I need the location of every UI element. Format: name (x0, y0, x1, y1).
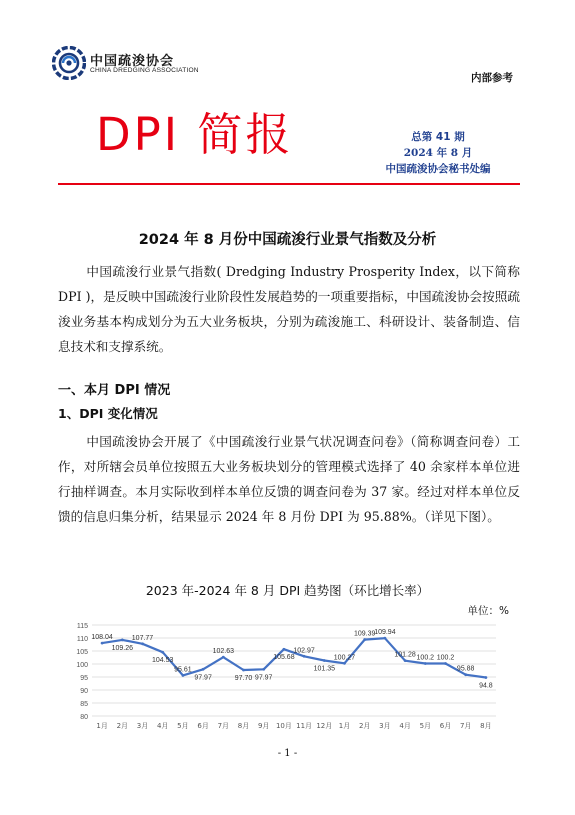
chart-unit: 单位：% (467, 605, 509, 617)
x-tick-label: 4月 (156, 722, 169, 730)
dpi-trend-chart (58, 615, 508, 740)
data-point (222, 656, 225, 659)
issue-number: 总第 41 期 (411, 131, 465, 143)
section-heading: 一、本月 DPI 情况 (58, 383, 171, 398)
body-paragraph (58, 429, 520, 529)
issue-date: 2024 年 8 月 (403, 147, 473, 159)
x-tick-label: 5月 (177, 722, 189, 730)
x-tick-label: 10月 (275, 722, 292, 730)
data-point (242, 669, 245, 672)
y-tick-label: 105 (76, 649, 88, 656)
chart-title: 2023 年-2024 年 8 月 DPI 趋势图（环比增长率） (145, 583, 430, 598)
data-label: 102.97 (293, 647, 315, 655)
x-tick-label: 2月 (116, 722, 129, 730)
x-tick-label: 1月 (338, 722, 351, 730)
data-label: 102.63 (212, 648, 235, 656)
x-tick-label: 9月 (257, 722, 270, 730)
body-text: 中国疏浚协会开展了《中国疏浚行业景气状况调查问卷》（简称调查问卷）工作，对所辖会员单位按照五大业务板块划分的管理模式选择了 40 余家样本单位进行抽样调查。本月实际收到样本单位反馈的调查问卷为 37 家。经过对样本单位反馈的信息归集分析，结果显示 2024 年 8 月份 DPI 为 95.88%。（详见下图）。 (58, 434, 520, 524)
data-point (464, 673, 467, 676)
data-point (101, 642, 104, 645)
data-label: 97.97 (254, 674, 273, 682)
data-point (303, 655, 306, 658)
y-tick-label: 115 (76, 623, 88, 630)
x-tick-label: 2月 (358, 722, 371, 730)
intro-text: 中国疏浚行业景气指数( Dredging Industry Prosperity Index，以下简称 DPI )，是反映中国疏浚行业阶段性发展趋势的一项重要指标，中国疏浚协会按照疏浚业务基本构成划分为五大业务板块，分别为疏浚施工、科研设计、装备制造、信息技术和支撑系统。 (58, 264, 520, 354)
data-label: 101.35 (313, 665, 336, 673)
data-point (283, 648, 286, 651)
data-point (343, 662, 346, 665)
page-number: - 1 - (277, 748, 298, 759)
intro-paragraph (58, 259, 520, 359)
association-logo (52, 46, 86, 80)
data-point (384, 637, 387, 640)
data-label: 94.8 (479, 682, 493, 690)
data-label: 100.2 (436, 654, 455, 662)
y-tick-label: 90 (80, 688, 88, 695)
data-point (182, 674, 185, 677)
y-tick-label: 95 (80, 675, 88, 682)
data-label: 107.77 (131, 634, 154, 642)
x-tick-label: 12月 (316, 722, 333, 730)
data-point (485, 676, 488, 679)
publication-title: DPI 简报 (96, 108, 294, 161)
data-point (404, 659, 407, 662)
data-label: 95.61 (174, 666, 192, 674)
data-point (141, 642, 144, 645)
data-label: 97.97 (194, 674, 212, 682)
x-tick-label: 8月 (237, 722, 250, 730)
data-point (121, 639, 124, 642)
data-label: 95.88 (456, 665, 475, 673)
y-tick-label: 80 (80, 714, 88, 721)
subsection-heading: 1、DPI 变化情况 (58, 406, 158, 421)
data-point (363, 638, 366, 641)
data-point (323, 659, 326, 662)
data-label: 108.04 (91, 634, 113, 642)
article-title: 2024 年 8 月份中国疏浚行业景气指数及分析 (138, 232, 437, 248)
x-tick-label: 3月 (379, 722, 391, 730)
org-name-en: CHINA DREDGING ASSOCIATION (90, 67, 199, 74)
x-tick-label: 1月 (96, 722, 108, 730)
data-point (262, 668, 265, 671)
org-name-cn: 中国疏浚协会 (90, 54, 175, 69)
issue-editor: 中国疏浚协会秘书处编 (385, 163, 491, 175)
data-point (424, 662, 427, 665)
data-label: 109.39 (353, 630, 376, 638)
y-tick-label: 85 (80, 701, 88, 708)
x-tick-label: 4月 (399, 722, 411, 730)
data-label: 109.26 (111, 644, 134, 652)
x-tick-label: 3月 (136, 722, 149, 730)
data-label: 101.28 (394, 651, 416, 659)
y-tick-label: 110 (76, 636, 88, 643)
x-tick-label: 6月 (197, 722, 209, 730)
data-point (161, 651, 164, 654)
data-label: 104.53 (151, 657, 174, 665)
header-divider (58, 183, 520, 185)
data-label: 105.68 (273, 654, 295, 662)
x-tick-label: 8月 (480, 722, 492, 730)
internal-reference-label: 内部参考 (471, 72, 513, 84)
data-label: 97.70 (234, 674, 253, 682)
y-tick-label: 100 (76, 662, 88, 669)
data-point (202, 668, 205, 671)
data-label: 100.27 (333, 654, 356, 662)
x-tick-label: 7月 (459, 722, 472, 730)
data-point (444, 662, 447, 665)
x-tick-label: 11月 (296, 722, 313, 730)
data-label: 100.2 (416, 654, 435, 662)
x-tick-label: 6月 (439, 722, 452, 730)
x-tick-label: 5月 (419, 722, 432, 730)
x-tick-label: 7月 (217, 722, 230, 730)
data-label: 109.94 (374, 629, 396, 637)
